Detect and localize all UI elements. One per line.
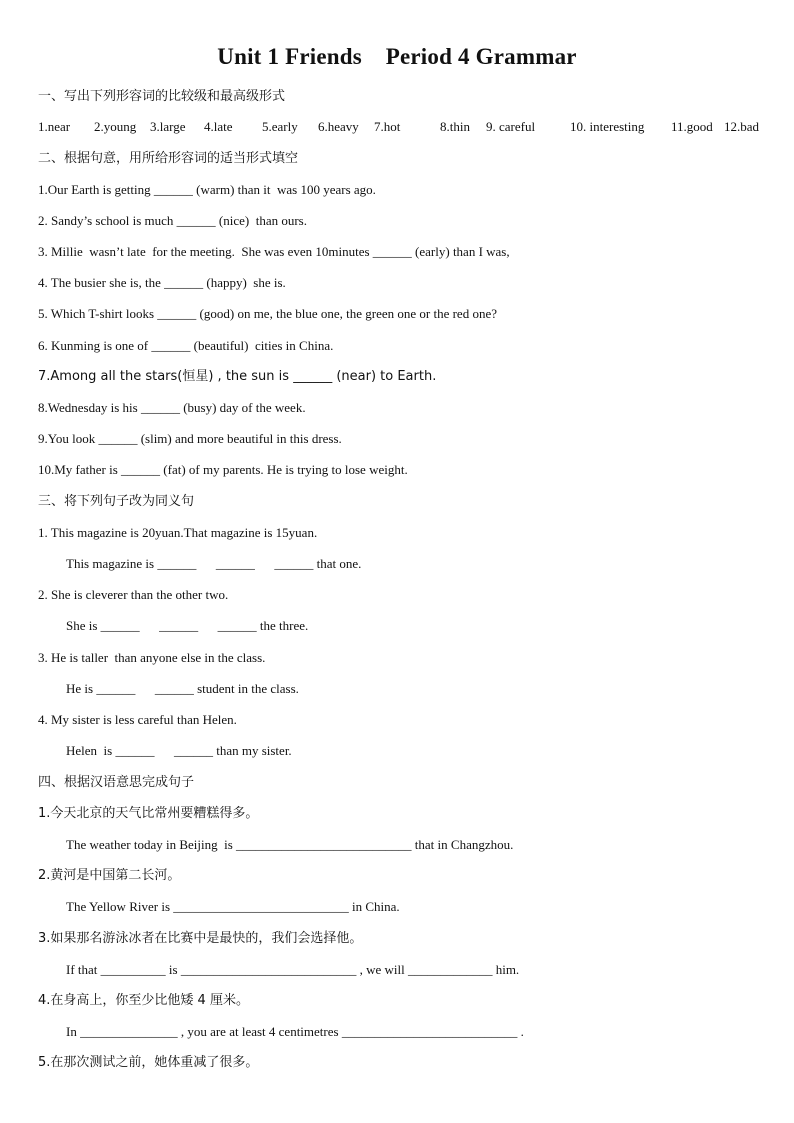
section-3-heading: 三、将下列句子改为同义句: [38, 494, 195, 509]
page-title: Unit 1 Friends Period 4 Grammar: [217, 44, 577, 69]
translation-answer-line: The Yellow River is ___________________________ in China.: [66, 899, 400, 914]
word-item: 8.thin: [440, 119, 470, 134]
rewrite-answer-line: This magazine is ______ ______ ______ that one.: [66, 556, 362, 571]
fill-blank-question: 3. Millie wasn’t late for the meeting. She was even 10minutes ______ (early) than I was,: [38, 244, 510, 259]
translation-answer-line: If that __________ is ___________________________ , we will _____________ him.: [66, 962, 520, 977]
fill-blank-question: 1.Our Earth is getting ______ (warm) than it was 100 years ago.: [38, 182, 376, 197]
section-4-heading: 四、根据汉语意思完成句子: [38, 775, 195, 790]
translation-prompt: 5.在那次测试之前，她体重减了很多。: [38, 1055, 259, 1070]
rewrite-question: 4. My sister is less careful than Helen.: [38, 712, 237, 727]
word-item: 3.large: [150, 119, 186, 134]
fill-blank-question: 9.You look ______ (slim) and more beautiful in this dress.: [38, 431, 342, 446]
word-item: 5.early: [262, 119, 298, 134]
section-2-heading: 二、根据句意，用所给形容词的适当形式填空: [38, 151, 299, 166]
word-item: 6.heavy: [318, 119, 359, 134]
word-item: 4.late: [204, 119, 233, 134]
fill-blank-question: 2. Sandy’s school is much ______ (nice) than ours.: [38, 213, 307, 228]
adjective-word-list: [38, 119, 768, 135]
word-item: 11.good: [671, 119, 713, 134]
word-item: 1.near: [38, 119, 71, 134]
fill-blank-question: 5. Which T-shirt looks ______ (good) on me, the blue one, the green one or the red one?: [38, 306, 497, 321]
fill-blank-question: 6. Kunming is one of ______ (beautiful) cities in China.: [38, 338, 334, 353]
section-1-heading: 一、写出下列形容词的比较级和最高级形式: [38, 89, 286, 104]
word-item: 12.bad: [724, 119, 760, 134]
translation-prompt: 3.如果那名游泳冰者在比赛中是最快的，我们会选择他。: [38, 931, 363, 946]
rewrite-answer-line: Helen is ______ ______ than my sister.: [66, 743, 292, 758]
word-item: 7.hot: [374, 119, 401, 134]
translation-prompt: 1.今天北京的天气比常州要糟糕得多。: [38, 806, 259, 821]
translation-prompt: 2.黄河是中国第二长河。: [38, 868, 181, 883]
translation-answer-line: In _______________ , you are at least 4 centimetres ___________________________ .: [66, 1024, 524, 1039]
rewrite-question: 3. He is taller than anyone else in the class.: [38, 650, 266, 665]
fill-blank-question: 10.My father is ______ (fat) of my parents. He is trying to lose weight.: [38, 462, 408, 477]
translation-prompt: 4.在身高上，你至少比他矮 4 厘米。: [38, 993, 249, 1008]
translation-answer-line: The weather today in Beijing is ___________________________ that in Changzhou.: [66, 837, 514, 852]
rewrite-question: 2. She is cleverer than the other two.: [38, 587, 229, 602]
fill-blank-question: 4. The busier she is, the ______ (happy) she is.: [38, 275, 286, 290]
word-item: 9. careful: [486, 119, 536, 134]
fill-blank-question: 7.Among all the stars(恒星) , the sun is ______ (near) to Earth.: [38, 369, 437, 384]
word-item: 2.young: [94, 119, 137, 134]
rewrite-answer-line: He is ______ ______ student in the class.: [66, 681, 299, 696]
word-item: 10. interesting: [570, 119, 645, 134]
fill-blank-question: 8.Wednesday is his ______ (busy) day of the week.: [38, 400, 306, 415]
rewrite-question: 1. This magazine is 20yuan.That magazine is 15yuan.: [38, 525, 318, 540]
rewrite-answer-line: She is ______ ______ ______ the three.: [66, 618, 309, 633]
